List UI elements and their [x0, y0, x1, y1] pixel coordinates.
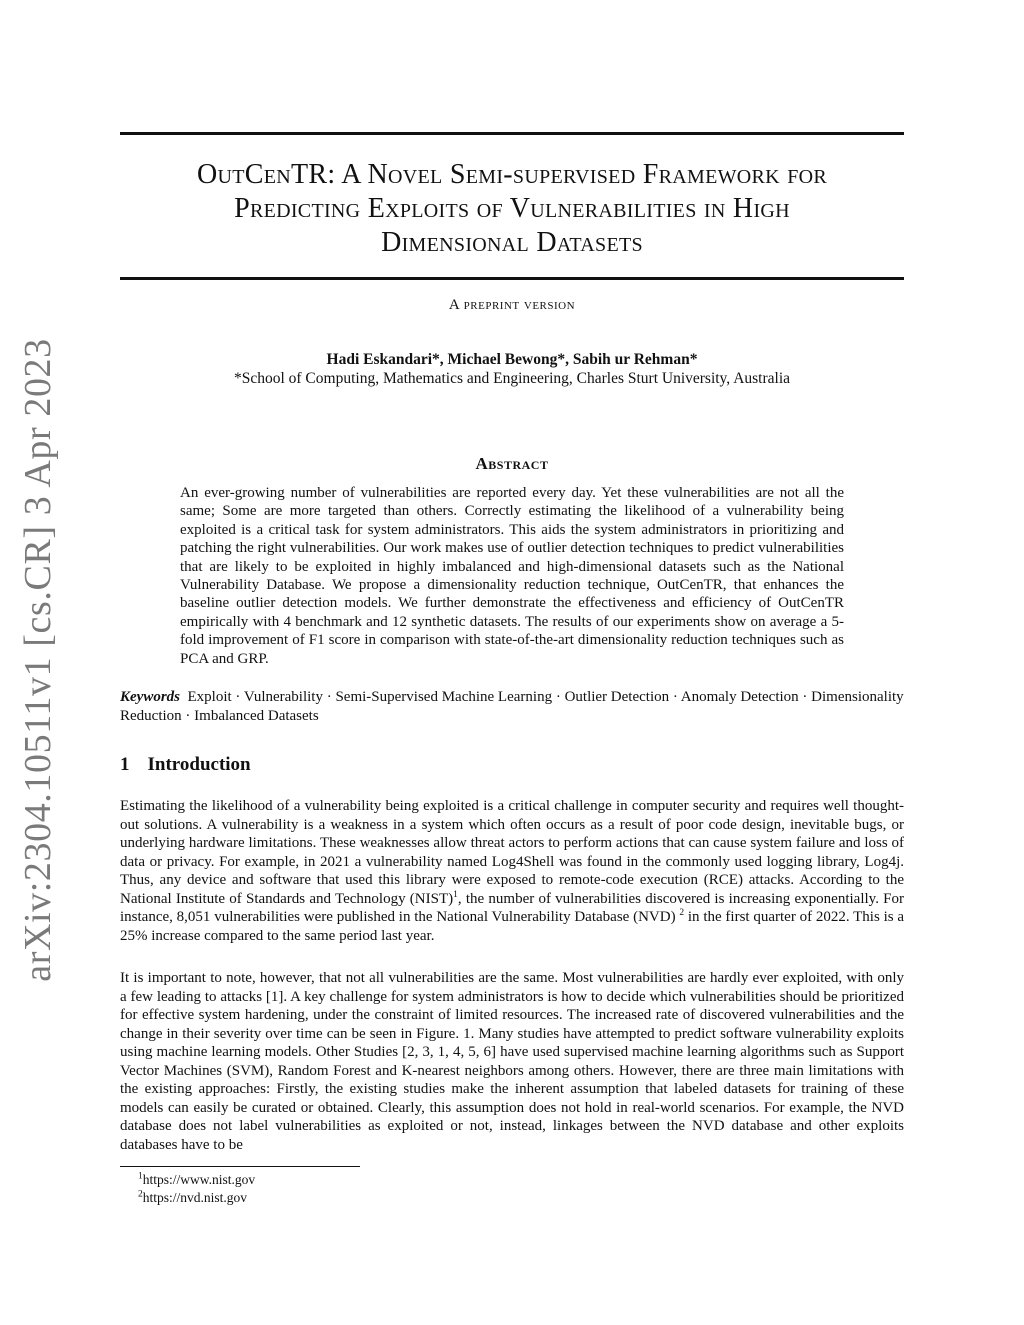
intro-paragraph-1: [120, 797, 904, 945]
footnote-marker-1: 1: [453, 889, 458, 900]
arxiv-identifier-stamp: [8, 338, 68, 982]
author-affiliation: *School of Computing, Mathematics and Engineering, Charles Sturt University, Australia: [233, 370, 791, 387]
footnote-2-link[interactable]: https://nvd.nist.gov: [142, 1190, 248, 1205]
keywords-label: Keywords: [120, 689, 180, 705]
abstract-heading: Abstract: [475, 454, 549, 473]
footnote-1-mark: 1: [138, 1171, 143, 1182]
author-list: Hadi Eskandari*, Michael Bewong*, Sabih ur Rehman*: [326, 351, 698, 368]
footnote-1: [138, 1172, 255, 1188]
title-line-2: Predicting Exploits of Vulnerabilities in High: [234, 193, 790, 224]
paper-title: [120, 158, 904, 260]
title-line-3: Dimensional Datasets: [381, 227, 643, 258]
section-heading-introduction: [120, 754, 251, 776]
section-title: Introduction: [147, 754, 251, 775]
keywords-text: Exploit · Vulnerability · Semi-Supervised Machine Learning · Outlier Detection · Anomaly Detection · Dimensionality Reduction · Imbalanced Datasets: [120, 689, 904, 724]
footnote-2-mark: 2: [138, 1189, 143, 1200]
footnote-marker-2: 2: [679, 908, 685, 918]
abstract-text: An ever-growing number of vulnerabilities are reported every day. Yet these vulnerabilities are not all the same; Some are more targeted than others. Correctly estimating the likelihood of a vulnerability being exploited is a critical task for system administrators. This aids the system administrators in prioritizing and patching the right vulnerabilities. Our work makes use of outlier detection techniques to predict vulnerabilities that are likely to be exploited in highly imbalanced and high-dimensional datasets such as the National Vulnerability Database. We propose a dimensionality reduction technique, OutCenTR, that enhances the baseline outlier detection models. We further demonstrate the effectiveness and efficiency of OutCenTR empirically with 4 benchmark and 12 synthetic datasets. The results of our experiments show on average a 5-fold improvement of F1 score in comparison with state-of-the-art dimensionality reduction techniques such as PCA and GRP.: [180, 485, 844, 667]
preprint-label: A preprint version: [448, 297, 576, 313]
intro-paragraph-1-part-2: , the number of vulnerabilities discovered is increasing exponentially. For instance, 8,051 vulnerabilities were published in the National Vulnerability Database (NVD): [120, 890, 905, 925]
title-bottom-rule: [120, 277, 904, 280]
footnote-1-link[interactable]: https://www.nist.gov: [142, 1172, 256, 1187]
title-top-rule: [120, 132, 904, 135]
arxiv-identifier-text: arXiv:2304.10511v1 [cs.CR] 3 Apr 2023: [17, 338, 59, 982]
keywords-block: [120, 688, 904, 725]
intro-paragraph-2: It is important to note, however, that not all vulnerabilities are the same. Most vulnerabilities are hardly ever exploited, with only a few leading to attacks [1]. A key challenge for system administrators is how to decide which vulnerabilities should be prioritized for effective system hardening, under the constraint of limited resources. The increased rate of discovered vulnerabilities and the change in their severity over time can be seen in Figure. 1. Many studies have attempted to predict software vulnerability exploits using machine learning models. Other Studies [2, 3, 1, 4, 5, 6] have used supervised machine learning algorithms such as Support Vector Machines (SVM), Random Forest and K-nearest neighbors among others. However, there are three main limitations with the existing approaches: Firstly, the existing studies make the inherent assumption that labeled datasets for training of these models can easily be curated or obtained. Clearly, this assumption does not hold in real-world scenarios. For example, the NVD database does not label vulnerabilities as exploited or not, instead, linkages between the NVD database and other exploits databases have to be: [120, 970, 904, 1153]
intro-paragraph-1-part-3: in the first quarter of 2022. This is a 25% increase compared to the same period last year.: [120, 909, 905, 944]
intro-paragraph-1-part-1: Estimating the likelihood of a vulnerability being exploited is a critical challenge in computer security and requires well thought-out solutions. A vulnerability is a weakness in a system which often occurs as a result of poor code design, inevitable bugs, or underlying hardware limitations. These weaknesses allow threat actors to perform actions that can cause system failure and loss of data or privacy. For example, in 2021 a vulnerability named Log4Shell was found in the commonly used logging library, Log4j. Thus, any device and software that used this library were exposed to remote-code execution (RCE) attacks. According to the National Institute of Standards and Technology (NIST): [120, 798, 904, 907]
footnote-2: [138, 1190, 247, 1206]
footnote-separator: [120, 1166, 360, 1167]
title-line-1: OutCenTR: A Novel Semi-supervised Framework for: [197, 159, 827, 190]
section-number: 1: [120, 754, 130, 775]
